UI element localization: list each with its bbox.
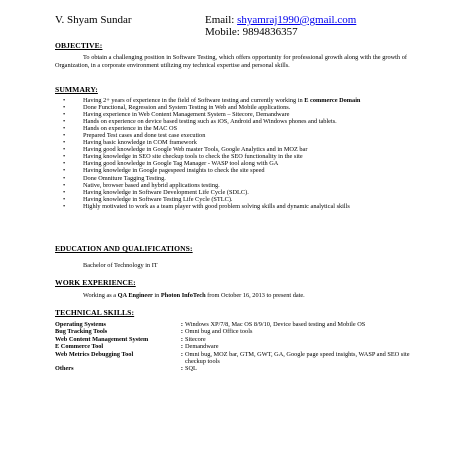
summary-item: [55, 111, 415, 118]
skill-separator: :: [180, 350, 183, 358]
mobile-label: Mobile:: [205, 26, 240, 38]
skill-name: E Commerce Tool: [55, 343, 104, 351]
mobile-line: [205, 26, 356, 38]
work-pre: Working as a: [83, 292, 118, 299]
bullet-icon: •: [63, 132, 66, 140]
bullet-icon: •: [63, 118, 66, 126]
bullet-icon: •: [63, 153, 66, 161]
work-heading: WORK EXPERIENCE:: [55, 278, 136, 287]
education-heading: EDUCATION AND QUALIFICATIONS:: [55, 244, 193, 253]
skill-row: [55, 328, 415, 335]
summary-item: [55, 104, 415, 111]
contact-block: [205, 14, 356, 38]
summary-item: [55, 118, 415, 125]
email-line: [205, 14, 356, 26]
skill-separator: :: [180, 365, 183, 373]
skill-value: SQL: [185, 365, 197, 373]
summary-item: [55, 146, 415, 153]
skill-name: Web Content Management System: [55, 335, 149, 343]
bullet-icon: •: [63, 167, 66, 175]
skill-value: Omni bug, MOZ bar, GTM, GWT, GA, Google page speed insights, WASP and SEO site checkup tools: [185, 350, 410, 366]
technical-heading: TECHNICAL SKILLS:: [55, 308, 135, 317]
skill-name: Operating Systems: [55, 321, 106, 328]
candidate-name: V. Shyam Sundar: [55, 14, 132, 26]
bullet-icon: •: [63, 139, 66, 147]
bullet-icon: •: [63, 104, 66, 112]
skill-row: [55, 351, 415, 366]
summary-item-text: Having 2+ years of experience in the field of Software testing and currently working in: [83, 97, 305, 104]
bullet-icon: •: [63, 202, 66, 210]
summary-item-text: Native, browser based and hybrid applications testing.: [83, 181, 220, 189]
email-link[interactable]: shyamraj1990@gmail.com: [237, 14, 357, 26]
summary-item: [55, 97, 415, 104]
summary-item: [55, 182, 415, 189]
bullet-icon: •: [63, 111, 66, 119]
objective-text: [55, 54, 407, 70]
bullet-icon: •: [63, 174, 66, 182]
work-text: [83, 292, 305, 300]
summary-item-text: Having good knowledge in Google Web master Tools, Google Analytics and in MOZ bar: [83, 146, 308, 154]
summary-item-text: Done Omniture Tagging Testing.: [83, 174, 166, 182]
skill-separator: :: [180, 335, 183, 343]
bullet-icon: •: [63, 97, 66, 104]
summary-item: [55, 139, 415, 146]
summary-item-text: Having basic knowledge in COM framework: [83, 139, 197, 147]
summary-item: [55, 160, 415, 167]
skill-row: [55, 343, 415, 350]
bullet-icon: •: [63, 188, 66, 196]
education-text: Bachelor of Technology in IT: [83, 262, 158, 269]
skill-value: Sitecore: [185, 335, 206, 343]
bullet-icon: •: [63, 195, 66, 203]
skill-name: Others: [55, 365, 74, 373]
summary-item-text: Hands on experience in the MAC OS: [83, 125, 178, 133]
summary-item-text: Having knowledge in SEO site checkup tools to check the SEO functionality in the site: [83, 153, 303, 161]
summary-item: [55, 189, 415, 196]
summary-item: [55, 175, 415, 182]
skill-value: Windows XP/7/8, Mac OS 8/9/10, Device based testing and Mobile OS: [185, 321, 366, 328]
summary-item: [55, 203, 415, 210]
summary-item-text: Having experience in Web Content Management System – Sitecore, Demandware: [83, 111, 290, 119]
objective-text-content: To obtain a challenging position in Software Testing, which offers opportunity for professional growth along with the growth of Organization, in a corporate environment utilizing my technical expertise and personal skills.: [55, 54, 407, 70]
skill-value: Demandware: [185, 343, 219, 351]
summary-item-text: Done Functional, Regression and System Testing in Web and Mobile applications.: [83, 104, 291, 112]
summary-item: [55, 167, 415, 174]
skill-value: Omni bug and Office tools: [185, 328, 253, 336]
technical-skills-table: [55, 321, 415, 373]
email-label: Email:: [205, 14, 235, 26]
summary-item-text: Having knowledge in Software Development Life Cycle (SDLC).: [83, 188, 249, 196]
summary-item-bold: E commerce Domain: [304, 97, 361, 104]
summary-item: [55, 125, 415, 132]
skill-name: Web Metrics Debugging Tool: [55, 350, 134, 358]
bullet-icon: •: [63, 160, 66, 168]
bullet-icon: •: [63, 146, 66, 154]
skill-separator: :: [180, 343, 183, 351]
summary-item: [55, 153, 415, 160]
skill-row: [55, 365, 415, 372]
skill-row: [55, 321, 415, 328]
work-post: from October 16, 2013 to present date.: [205, 292, 305, 299]
summary-item-text: Prepared Test cases and done test case execution: [83, 132, 206, 140]
work-company: Photon InfoTech: [160, 292, 206, 299]
skill-row: [55, 336, 415, 343]
summary-item: [55, 196, 415, 203]
work-mid: in: [152, 292, 161, 299]
summary-heading: SUMMARY:: [55, 85, 98, 94]
bullet-icon: •: [63, 181, 66, 189]
objective-heading: OBJECTIVE:: [55, 41, 103, 50]
summary-item-text: Having good knowledge in Google Tag Manager - WASP tool along with GA: [83, 160, 279, 168]
summary-item-text: Having knowledge in Software Testing Life Cycle (STLC).: [83, 195, 233, 203]
skill-name: Bug Tracking Tools: [55, 328, 108, 336]
skill-separator: :: [180, 328, 183, 336]
work-role: QA Engineer: [117, 292, 153, 299]
bullet-icon: •: [63, 125, 66, 133]
summary-item: [55, 132, 415, 139]
summary-item-text: Hands on experience on device based testing such as iOS, Android and Windows phones and tablets.: [83, 118, 337, 126]
mobile-number: 9894836357: [242, 26, 298, 38]
summary-item-text: Highly motivated to work as a team player with good problem solving skills and dynamic analytical skills: [83, 202, 350, 210]
summary-item-text: Having knowledge in Google pagespeed insights to check the site speed: [83, 167, 265, 175]
skill-separator: :: [180, 321, 183, 328]
summary-list: [55, 97, 415, 210]
